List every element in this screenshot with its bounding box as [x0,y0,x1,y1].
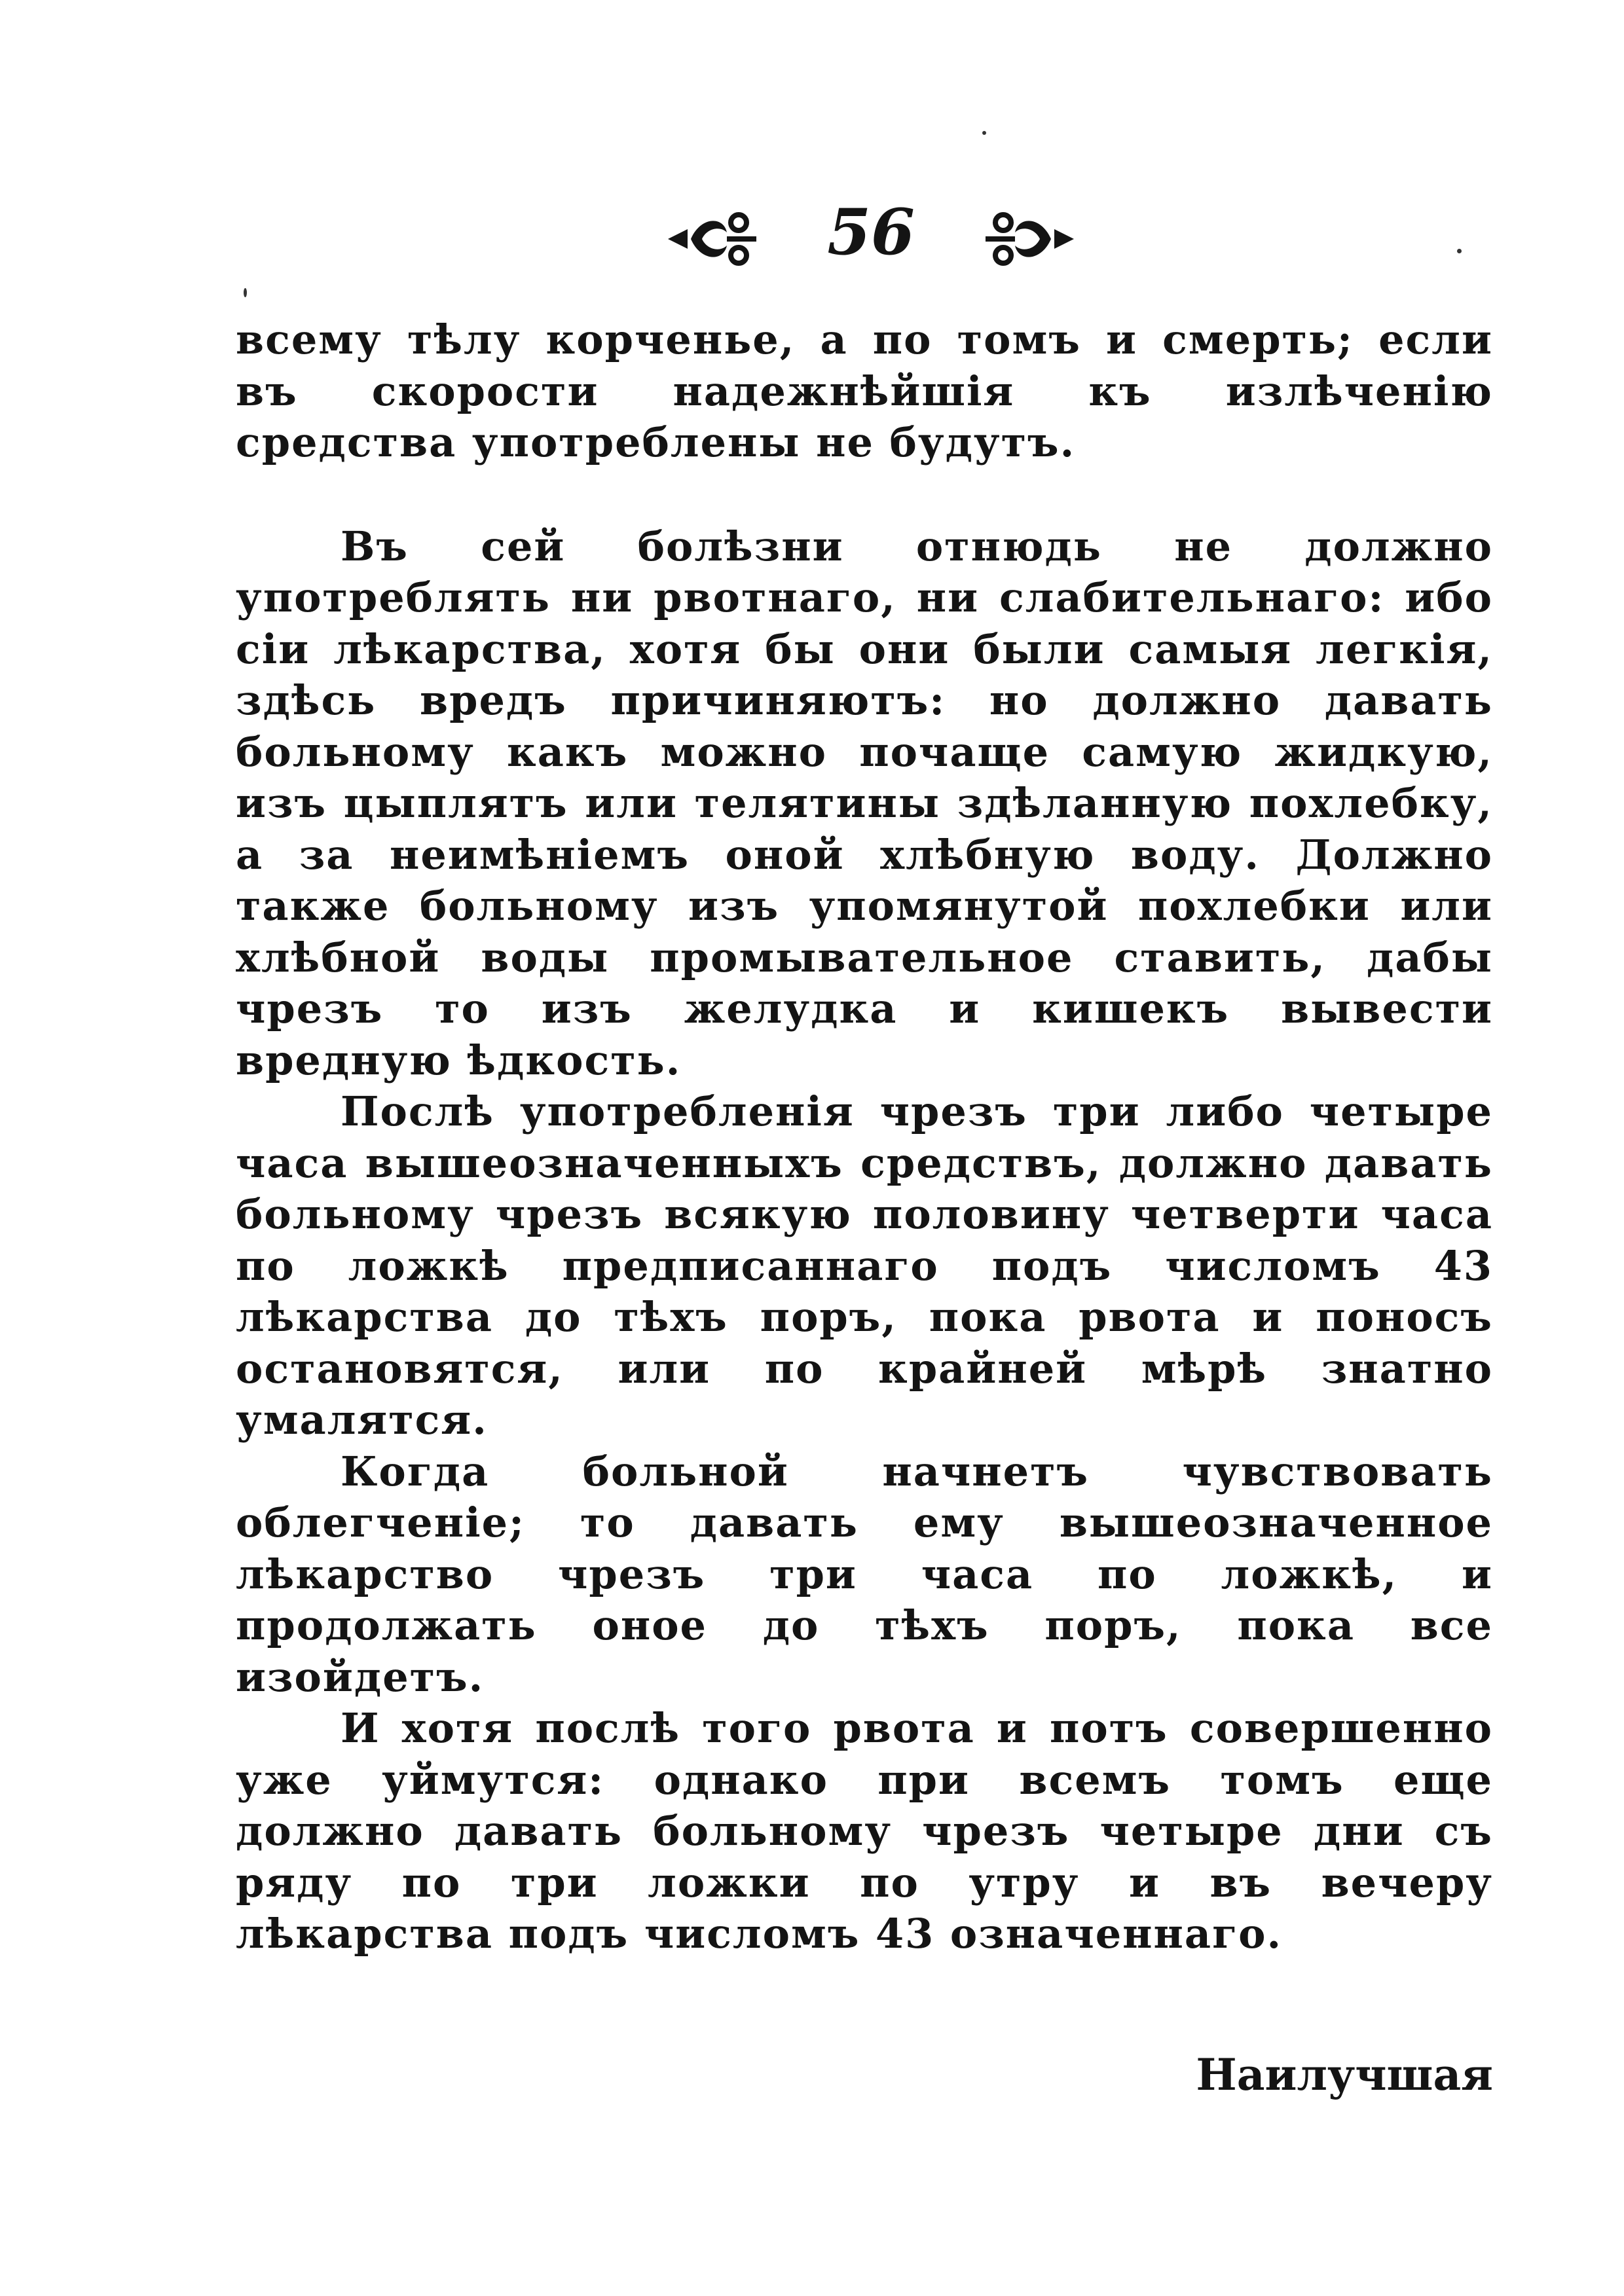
paragraph: всему тѣлу корченье, а по томъ и смерть; если въ скорости надежнѣйшія къ излѣченію средства употреблены не будутъ. [236,316,1493,466]
floral-ornament-icon [661,203,760,275]
floral-ornament-icon [982,203,1080,275]
catchword: Наилучшая [1196,2049,1493,2100]
paragraph: Послѣ употребленія чрезъ три либо четыре часа вышеозначенныхъ средствъ, должно давать больному чрезъ всякую половину четверти часа по ложкѣ предписаннаго подъ числомъ 43 лѣкарства до тѣхъ поръ, пока рвота и поносъ остановятся, или по крайней мѣрѣ знатно умалятся. [236,1087,1493,1444]
body-text [236,314,1493,1960]
page-header [0,190,1624,295]
paragraph: Когда больной начнетъ чувствовать облегченіе; то давать ему вышеозначенное лѣкарство чрезъ три часа по ложкѣ, и продолжать оное до тѣхъ поръ, пока все изойдетъ. [236,1447,1493,1701]
paragraph: Въ сей болѣзни отнюдь не должно употреблять ни рвотнаго, ни слабительнаго: ибо сіи лѣкарства, хотя бы они были самыя легкія, здѣсь вредъ причиняютъ: но должно давать больному какъ можно почаще самую жидкую, изъ цыплятъ или телятины здѣланную похлебку, а за неимѣніемъ оной хлѣбную воду. Должно также больному изъ упомянутой похлебки или хлѣбной воды промывательное ставить, дабы чрезъ то изъ желудка и кишекъ вывести вредную ѣдкость. [236,522,1493,1084]
print-speck [982,131,986,135]
print-speck [1457,249,1462,253]
page-number: 56 [827,195,915,269]
print-speck [244,288,247,297]
paragraph: И хотя послѣ того рвота и потъ совершенно уже уймутся: однако при всемъ томъ еще должно давать больному чрезъ четыре дни съ ряду по три ложки по утру и въ вечеру лѣкарства подъ числомъ 43 означеннаго. [236,1704,1493,1958]
